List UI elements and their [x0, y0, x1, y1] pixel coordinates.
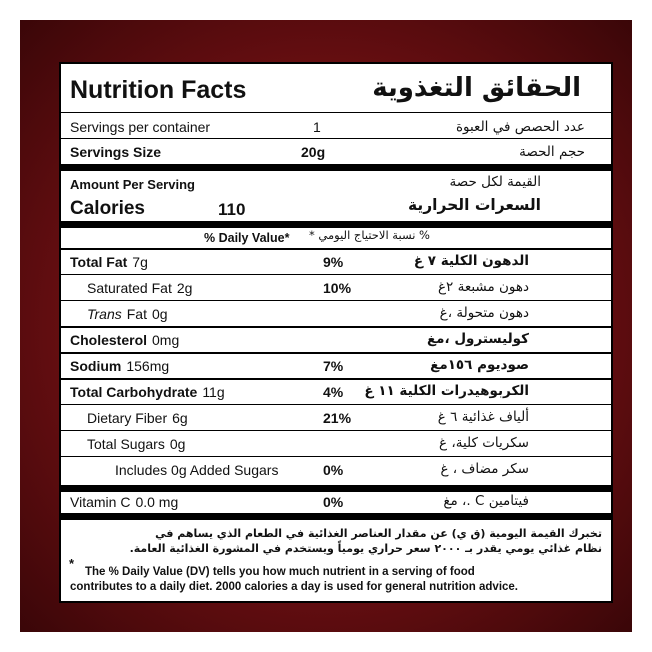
divider [61, 404, 611, 405]
divider [61, 300, 611, 301]
nutrient-name-ar: فيتامين C .، مغ [443, 493, 529, 509]
nutrition-facts-label [59, 62, 613, 603]
nutrient-name: Saturated Fat [87, 280, 172, 296]
nutrient-name: Total Sugars [87, 436, 165, 452]
nutrient-name-ar: الكربوهيدرات الكلية ١١ غ [364, 383, 529, 399]
serving-size-label: Servings Size [70, 144, 162, 160]
nutrient-name-ar: الدهون الكلية ٧ غ [413, 253, 529, 269]
footnote-ar-line2: نظام غذائي يومي يقدر بـ ٢٠٠٠ سعر حراري يومياً ويستخدم في المشورة الغذائية العامة. [129, 542, 602, 555]
amount-per-serving-ar: القيمة لكل حصة [449, 174, 541, 190]
nutrient-amount: 11g [202, 384, 225, 400]
nutrient-daily-value: 0% [323, 494, 344, 510]
nutrient-amount: 6g [172, 410, 188, 426]
calories-value: 110 [218, 200, 246, 219]
nutrient-name: Cholesterol [70, 332, 148, 348]
divider [61, 248, 611, 250]
nutrient-amount: 156mg [126, 358, 170, 374]
divider [61, 513, 611, 520]
divider [61, 112, 611, 113]
thick-divider [61, 164, 611, 171]
daily-value-header-ar: % نسبة الاحتياج اليومي * [309, 228, 430, 242]
servings-per-container-value: 1 [313, 119, 321, 135]
footnote-en-line1: The % Daily Value (DV) tells you how much nutrient in a serving of food [85, 566, 475, 578]
nutrient-name-ar: ألياف غذائية ٦ غ [437, 409, 529, 425]
servings-per-container-label: Servings per container [70, 119, 211, 135]
nutrient-amount: 0g [169, 436, 186, 452]
nutrient-daily-value: 0% [323, 462, 344, 478]
divider [61, 485, 611, 492]
daily-value-header: % Daily Value* [204, 231, 290, 245]
servings-per-container-ar: عدد الحصص في العبوة [455, 119, 585, 135]
nutrient-daily-value: 7% [323, 358, 344, 374]
divider [61, 326, 611, 328]
serving-size-ar: حجم الحصة [519, 144, 585, 160]
nutrient-name-ar: دهون متحولة ،غ [439, 305, 529, 321]
nutrient-name: Includes 0g Added Sugars [115, 462, 279, 478]
amount-per-serving-label: Amount Per Serving [70, 177, 195, 192]
nutrient-name-ar: سكر مضاف ، غ [440, 461, 529, 477]
calories-ar: السعرات الحرارية [408, 196, 541, 214]
calories-label: Calories [70, 198, 145, 219]
nutrient-name-ar: كوليسترول ،مغ [426, 331, 529, 347]
nutrient-amount: 0mg [152, 332, 180, 348]
nutrient-amount: 0.0 mg [135, 494, 179, 510]
nutrient-name-ar: سكريات كلية، غ [439, 435, 529, 451]
nutrient-amount: 2g [176, 280, 193, 296]
divider [61, 138, 611, 139]
nutrient-name: Sodium [70, 358, 122, 374]
divider [61, 274, 611, 275]
nutrient-name: Vitamin C [70, 494, 131, 510]
title-ar: الحقائق التغذوية [372, 73, 581, 103]
nutrient-name: Dietary Fiber [87, 410, 168, 426]
nutrient-name-suffix: Fat [126, 306, 147, 322]
nutrient-daily-value: 4% [323, 384, 344, 400]
thick-divider [61, 221, 611, 228]
nutrient-daily-value: 21% [323, 410, 352, 426]
footnote-en-line2: contributes to a daily diet. 2000 calories a day is used for general nutrition advice. [70, 581, 519, 593]
nutrient-amount: 0g [151, 306, 168, 322]
title-en: Nutrition Facts [70, 76, 247, 104]
nutrient-daily-value: 10% [323, 280, 352, 296]
footnote-ar-line1: تخبرك القيمة اليومية (ق ي) عن مقدار العناصر الغذائية في الطعام الذي يساهم في [155, 527, 602, 540]
nutrient-amount: 7g [132, 254, 148, 270]
nutrient-daily-value: 9% [323, 254, 344, 270]
nutrient-name-ar: دهون مشبعة ٢غ [437, 279, 529, 295]
nutrient-name-ar: صوديوم ١٥٦مغ [430, 357, 529, 373]
serving-size-value: 20g [301, 144, 326, 160]
divider [61, 430, 611, 431]
nutrient-name: Total Carbohydrate [70, 384, 198, 400]
divider [61, 456, 611, 457]
nutrient-name: Trans [87, 306, 122, 322]
nutrient-name: Total Fat [70, 254, 128, 270]
divider [61, 352, 611, 354]
divider [61, 378, 611, 380]
footnote-star: * [69, 556, 75, 571]
